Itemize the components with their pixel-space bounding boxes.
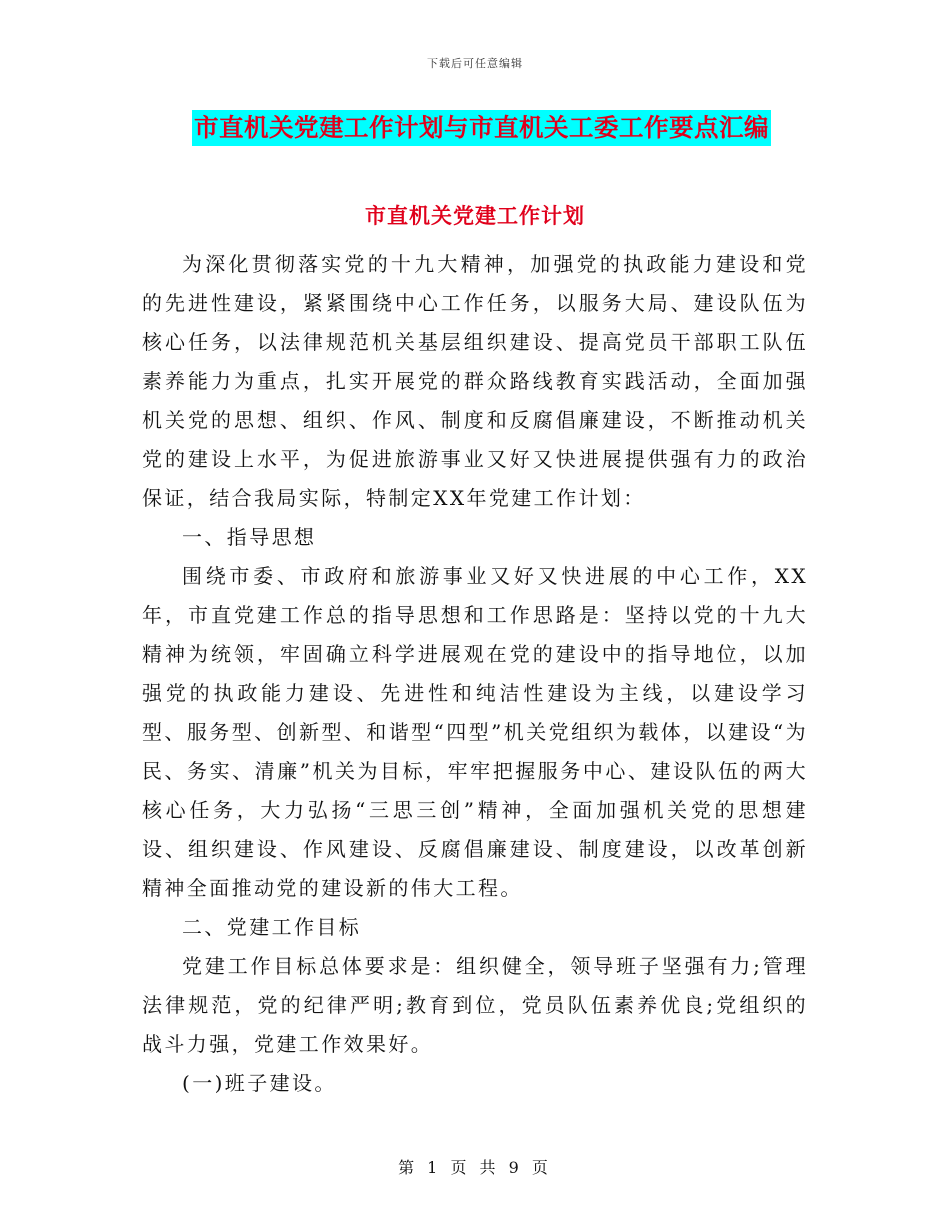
main-title: 市直机关党建工作计划与市直机关工委工作要点汇编	[192, 110, 771, 146]
document-body	[142, 245, 808, 1103]
subheading-team-building: (一)班子建设。	[182, 1071, 337, 1095]
header-note: 下载后可任意编辑	[427, 57, 523, 70]
paragraph-guiding-thought: 围绕市委、市政府和旅游事业又好又快进展的中心工作，XX年，市直党建工作总的指导思想和工作思路是：坚持以党的十九大精神为统领，牢固确立科学进展观在党的建设中的指导地位，以加强党的执政能力建设、先进性和纯洁性建设为主线，以建设学习型、服务型、创新型、和谐型“四型”机关党组织为载体，以建设“为民、务实、清廉”机关为目标，牢牢把握服务中心、建设队伍的两大核心任务，大力弘扬“三思三创”精神，全面加强机关党的思想建设、组织建设、作风建设、反腐倡廉建设、制度建设，以改革创新精神全面推动党的建设新的伟大工程。	[142, 564, 808, 900]
paragraph-work-goals: 党建工作目标总体要求是：组织健全，领导班子坚强有力;管理法律规范，党的纪律严明;教育到位，党员队伍素养优良;党组织的战斗力强，党建工作效果好。	[142, 954, 808, 1056]
heading-work-goals: 二、党建工作目标	[182, 915, 362, 939]
section-title: 市直机关党建工作计划	[365, 203, 585, 228]
page-number-footer: 第 1 页 共 9 页	[398, 1158, 552, 1177]
paragraph-intro: 为深化贯彻落实党的十九大精神，加强党的执政能力建设和党的先进性建设，紧紧围绕中心工作任务，以服务大局、建设队伍为核心任务，以法律规范机关基层组织建设、提高党员干部职工队伍素养能力为重点，扎实开展党的群众路线教育实践活动，全面加强机关党的思想、组织、作风、制度和反腐倡廉建设，不断推动机关党的建设上水平，为促进旅游事业又好又快进展提供强有力的政治保证，结合我局实际，特制定XX年党建工作计划：	[142, 252, 808, 510]
heading-guiding-thought: 一、指导思想	[182, 525, 317, 549]
